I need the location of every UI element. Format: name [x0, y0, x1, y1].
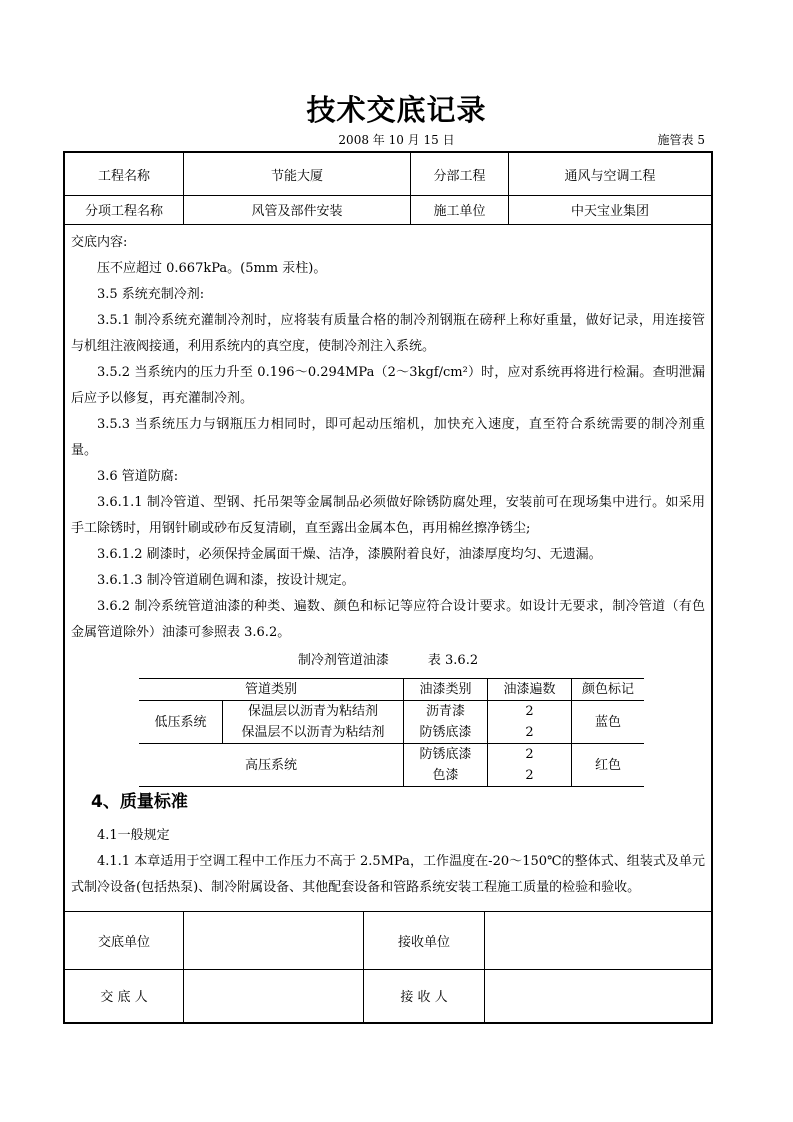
- high-coats-1: 2: [488, 744, 572, 766]
- date: 2008 年 10 月 15 日: [338, 133, 455, 147]
- high-pressure-label: 高压系统: [139, 744, 404, 787]
- high-paint-1: 防锈底漆: [404, 744, 488, 766]
- high-color: 红色: [572, 744, 645, 787]
- th-color: 颜色标记: [572, 679, 645, 701]
- paragraph: 3.6.1.1 制冷管道、型钢、托吊架等金属制品必须做好除锈防腐处理，安装前可在现场集中进行。如采用手工除锈时，用钢针刷或砂布反复清刷，直至露出金属本色，再用棉丝擦净锈尘;: [71, 495, 705, 536]
- paragraph: 3.5.2 当系统内的压力升至 0.196～0.294MPa（2～3kgf/cm²）时，应对系统再将进行检漏。查明泄漏后应予以修复，再充灌制冷剂。: [71, 365, 705, 406]
- th-pipe-type: 管道类别: [139, 679, 404, 701]
- paragraph: 3.6.1.3 制冷管道刷色调和漆，按设计规定。: [97, 573, 355, 588]
- table-row: [139, 701, 644, 723]
- receiver-field[interactable]: [485, 969, 711, 1022]
- subitem-value: 风管及部件安装: [184, 195, 411, 224]
- division-value: 通风与空调工程: [564, 168, 656, 184]
- giver-unit-label: 交底单位: [65, 912, 184, 969]
- low-paint-2: 防锈底漆: [404, 722, 488, 744]
- form-number: 施管表 5: [657, 133, 705, 147]
- giver-field[interactable]: [184, 969, 364, 1022]
- header-row-2: [65, 195, 711, 225]
- receiver-label: 接 收 人: [364, 969, 485, 1022]
- low-sub-1: 保温层以沥青为粘结剂: [223, 701, 404, 723]
- th-coats: 油漆遍数: [488, 679, 572, 701]
- paragraph: 3.5.3 当系统压力与钢瓶压力相同时，即可起动压缩机，加快充入速度，直至符合系统需要的制冷剂重量。: [71, 417, 705, 458]
- division-label: 分部工程: [411, 153, 509, 195]
- low-pressure-label: 低压系统: [139, 701, 223, 744]
- high-coats-2: 2: [488, 765, 572, 787]
- low-sub-2: 保温层不以沥青为粘结剂: [223, 722, 404, 744]
- paint-table: [139, 678, 644, 787]
- low-paint-1: 沥青漆: [404, 701, 488, 723]
- low-coats-2: 2: [488, 722, 572, 744]
- project-label: 工程名称: [65, 153, 184, 195]
- paragraph: 3.6.1.2 刷漆时，必须保持金属面干燥、洁净，漆膜附着良好，油漆厚度均匀、无遗漏。: [97, 547, 602, 562]
- record-table: [63, 151, 713, 1024]
- paragraph: 3.5 系统充制冷剂:: [97, 287, 205, 302]
- giver-label: 交 底 人: [65, 969, 184, 1022]
- receiver-unit-field[interactable]: [485, 912, 711, 969]
- section-heading: 4、质量标准: [91, 792, 188, 812]
- content-label: 交底内容:: [71, 235, 128, 250]
- footer-row-2: [65, 969, 711, 1022]
- th-paint-type: 油漆类别: [404, 679, 488, 701]
- contractor-label: 施工单位: [411, 195, 509, 224]
- subitem-label: 分项工程名称: [65, 195, 184, 224]
- header-row-1: [65, 153, 711, 196]
- paragraph: 3.6 管道防腐:: [97, 469, 179, 484]
- receiver-unit-label: 接收单位: [364, 912, 485, 969]
- contractor-value: 中天宝业集团: [570, 204, 649, 219]
- page-title: 技术交底记录: [306, 93, 487, 127]
- giver-unit-field[interactable]: [184, 912, 364, 969]
- table-row: [139, 744, 644, 766]
- low-coats-1: 2: [488, 701, 572, 723]
- paragraph: 4.1一般规定: [97, 828, 170, 843]
- table-caption: 制冷剂管道油漆 表 3.6.2: [297, 653, 479, 668]
- paragraph: 压不应超过 0.667kPa。(5mm 汞柱)。: [97, 261, 327, 276]
- paragraph: 4.1.1 本章适用于空调工程中工作压力不高于 2.5MPa，工作温度在-20～150℃的整体式、组装式及单元式制冷设备(包括热泵)、制冷附属设备、其他配套设备和管路系统安装工程施工质量的检验和验收。: [71, 854, 705, 895]
- briefing-content: [65, 224, 711, 912]
- high-paint-2: 色漆: [404, 765, 488, 787]
- footer-row-1: [65, 912, 711, 970]
- paragraph: 3.5.1 制冷系统充灌制冷剂时，应将装有质量合格的制冷剂钢瓶在磅秤上称好重量，做好记录，用连接管与机组注液阀接通，利用系统内的真空度，使制冷剂注入系统。: [71, 313, 705, 354]
- low-color: 蓝色: [572, 701, 645, 744]
- table-header-row: [139, 679, 644, 701]
- paragraph: 3.6.2 制冷系统管道油漆的种类、遍数、颜色和标记等应符合设计要求。如设计无要求，制冷管道（有色金属管道除外）油漆可参照表 3.6.2。: [71, 599, 705, 640]
- project-value: 节能大厦: [184, 153, 411, 195]
